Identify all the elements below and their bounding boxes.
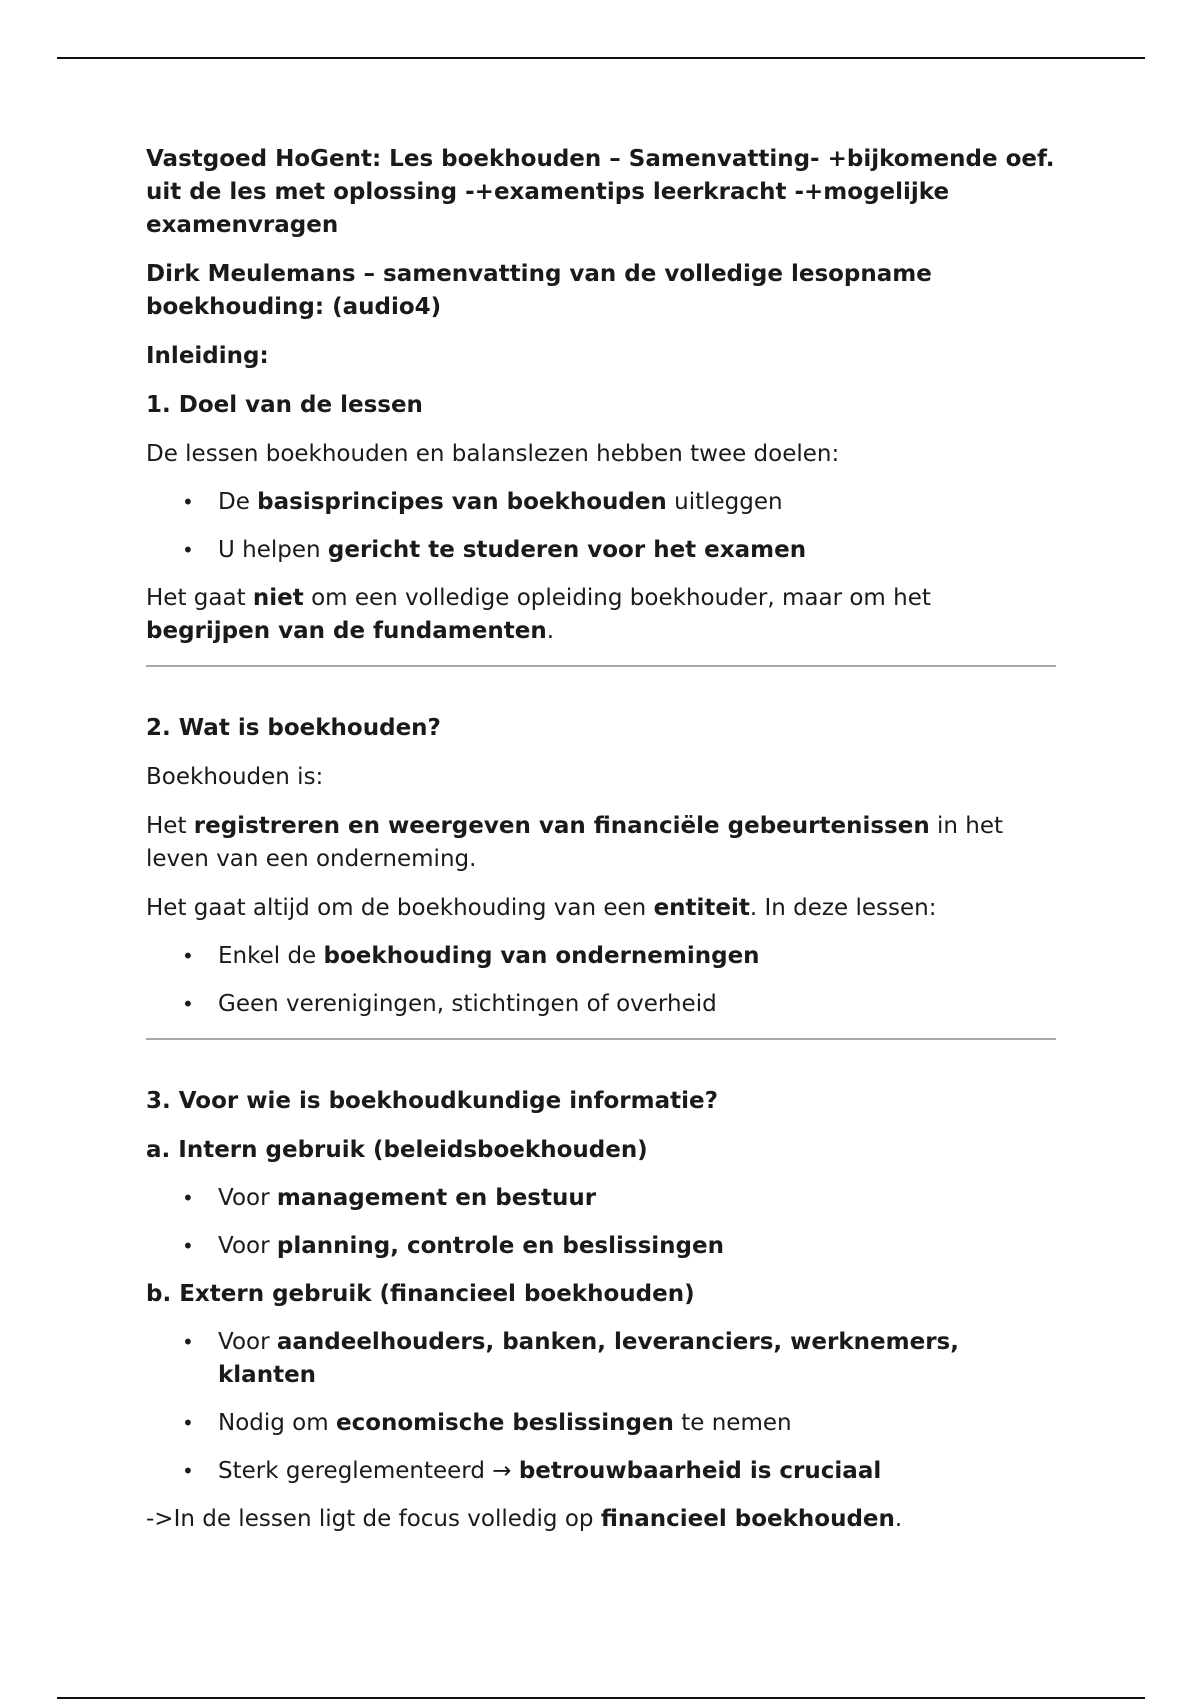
section-divider (146, 665, 1056, 667)
list-item: • U helpen gericht te studeren voor het examen (146, 534, 1056, 567)
list-item: • De basisprincipes van boekhouden uitleggen (146, 486, 1056, 519)
header-rule (57, 57, 1145, 59)
section-3b-list (146, 1326, 1056, 1488)
section-2-heading: 2. Wat is boekhouden? (146, 715, 441, 741)
list-item: • Enkel de boekhouding van ondernemingen (146, 940, 1056, 973)
section-2-lead: Boekhouden is: (146, 764, 324, 790)
section-1-conclusion: Het gaat niet om een volledige opleiding boekhouder, maar om het begrijpen van de fundamenten. (146, 585, 931, 644)
list-item: • Sterk gereglementeerd → betrouwbaarheid is cruciaal (146, 1455, 1056, 1488)
document-title: Vastgoed HoGent: Les boekhouden – Samenvatting- +bijkomende oef. uit de les met oplossing -+examentips leerkracht -+mogelijke examenvragen (146, 146, 1055, 238)
list-item: • Nodig om economische beslissingen te nemen (146, 1407, 1056, 1440)
list-item: • Voor aandeelhouders, banken, leveranciers, werknemers, klanten (146, 1326, 1056, 1392)
section-divider (146, 1038, 1056, 1040)
list-item: • Voor planning, controle en beslissingen (146, 1230, 1056, 1263)
document-body (146, 143, 1056, 1536)
section-2-entity: Het gaat altijd om de boekhouding van een entiteit. In deze lessen: (146, 895, 937, 921)
section-2-definition: Het registreren en weergeven van financiële gebeurtenissen in het leven van een onderneming. (146, 813, 1004, 872)
section-1-heading: 1. Doel van de lessen (146, 392, 423, 418)
section-1-lead: De lessen boekhouden en balanslezen hebben twee doelen: (146, 441, 840, 467)
section-2-list (146, 940, 1056, 1021)
section-3b-heading: b. Extern gebruik (financieel boekhouden) (146, 1281, 695, 1307)
section-3-focus: ->In de lessen ligt de focus volledig op financieel boekhouden. (146, 1506, 903, 1532)
list-item: • Voor management en bestuur (146, 1182, 1056, 1215)
document-subtitle: Dirk Meulemans – samenvatting van de volledige lesopname boekhouding: (audio4) (146, 261, 932, 320)
section-3a-heading: a. Intern gebruik (beleidsboekhouden) (146, 1137, 648, 1163)
section-3a-list (146, 1182, 1056, 1263)
intro-heading: Inleiding: (146, 343, 269, 369)
footer-rule (57, 1697, 1145, 1699)
list-item: • Geen verenigingen, stichtingen of overheid (146, 988, 1056, 1021)
section-3-heading: 3. Voor wie is boekhoudkundige informatie? (146, 1088, 718, 1114)
section-1-list (146, 486, 1056, 567)
